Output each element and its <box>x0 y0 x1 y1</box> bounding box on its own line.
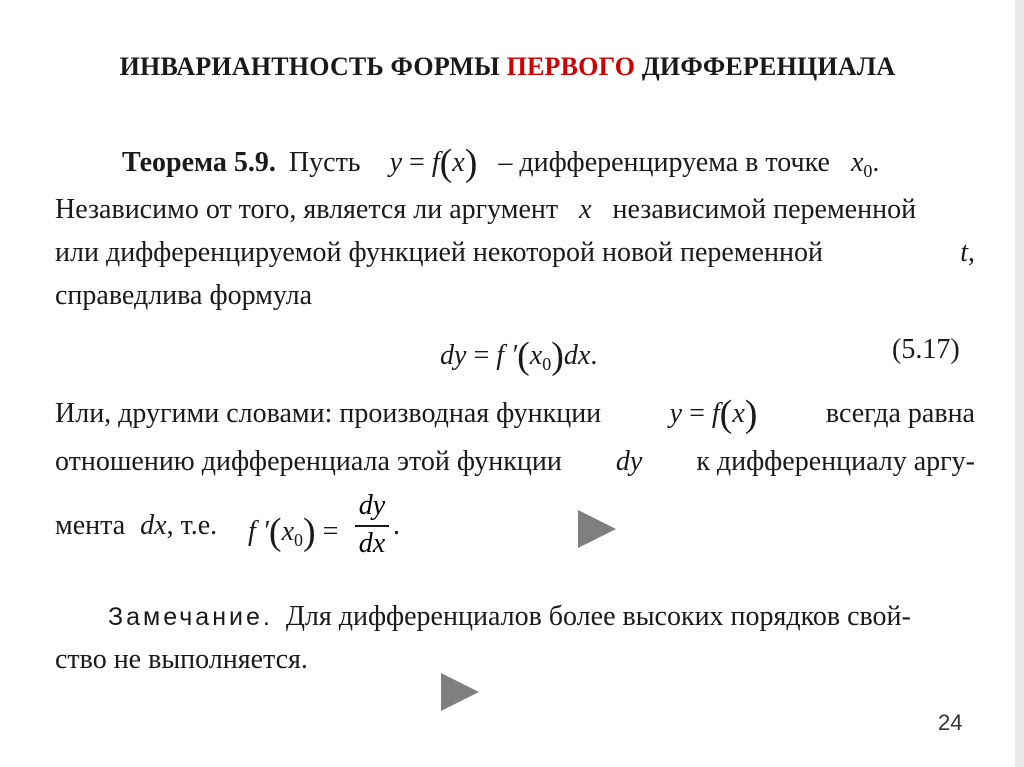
var-x: x <box>579 194 592 225</box>
var-dy: dy <box>615 446 643 477</box>
remark-label: Замечание. <box>108 603 273 631</box>
theorem-differentiable-text: – дифференцируема в точке <box>498 147 830 178</box>
para2-line-1-b: всегда равна <box>825 398 975 429</box>
derivative-formula-lhs: f $'(x_0)$ = <box>248 511 339 553</box>
point-x0: $x_0$ <box>850 147 873 181</box>
var-t: t <box>960 237 968 268</box>
para2-line-2-b: к дифференциалу аргу- <box>696 446 975 477</box>
theorem-line-3: или дифференцируемой функцией некоторой новой переменной t, <box>55 237 975 268</box>
theorem-label: Теорема 5.9. <box>122 147 276 178</box>
fraction-denominator: dx <box>358 528 386 559</box>
para2-line-2-a: отношению дифференциала этой функции <box>55 446 562 477</box>
theorem-line-3-a: или дифференцируемой функцией некоторой новой переменной <box>55 237 823 268</box>
para2-line-2 <box>55 446 975 478</box>
theorem-line-4: справедлива формула <box>55 280 313 311</box>
next-play-icon[interactable] <box>578 510 616 548</box>
formula-y-fx: y = f(x) <box>389 142 478 184</box>
next-play-icon-2[interactable] <box>441 673 479 711</box>
formula-dot: . <box>393 510 400 541</box>
theorem-dot: . <box>872 147 880 178</box>
formula-5-17: dy = f $'(x_0)dx$. <box>440 335 598 377</box>
slide-title <box>0 52 1015 82</box>
para2-line-1-a: Или, другими словами: производная функции <box>55 398 602 429</box>
page-number: 24 <box>938 710 963 735</box>
theorem-line-2-b: независимой переменной <box>612 194 917 225</box>
remark-line-2: ство не выполняется. <box>55 644 308 675</box>
para2-line-3: мента dx, т.е. <box>55 510 218 541</box>
fraction-numerator: dy <box>358 490 386 521</box>
title-part-3: ДИФФЕРЕНЦИАЛА <box>635 52 896 81</box>
para2-line-1 <box>55 392 975 436</box>
theorem-line-2-a: Независимо от того, является ли аргумент <box>55 194 559 225</box>
theorem-line-1 <box>122 141 879 185</box>
theorem-line-2 <box>55 194 916 226</box>
fraction-dy-dx <box>355 490 389 560</box>
fraction-bar <box>355 525 389 527</box>
title-part-1: ИНВАРИАНТНОСТЬ ФОРМЫ <box>119 52 507 81</box>
var-dx: dx <box>140 510 167 541</box>
theorem-let: Пусть <box>288 147 361 178</box>
formula-y-fx-2: y = f(x) <box>669 393 758 435</box>
remark-line-1 <box>108 601 911 633</box>
title-part-red: ПЕРВОГО <box>506 52 636 81</box>
formula-number: (5.17) <box>892 334 960 365</box>
remark-text-1: Для дифференциалов более высоких порядков свой- <box>285 601 911 632</box>
